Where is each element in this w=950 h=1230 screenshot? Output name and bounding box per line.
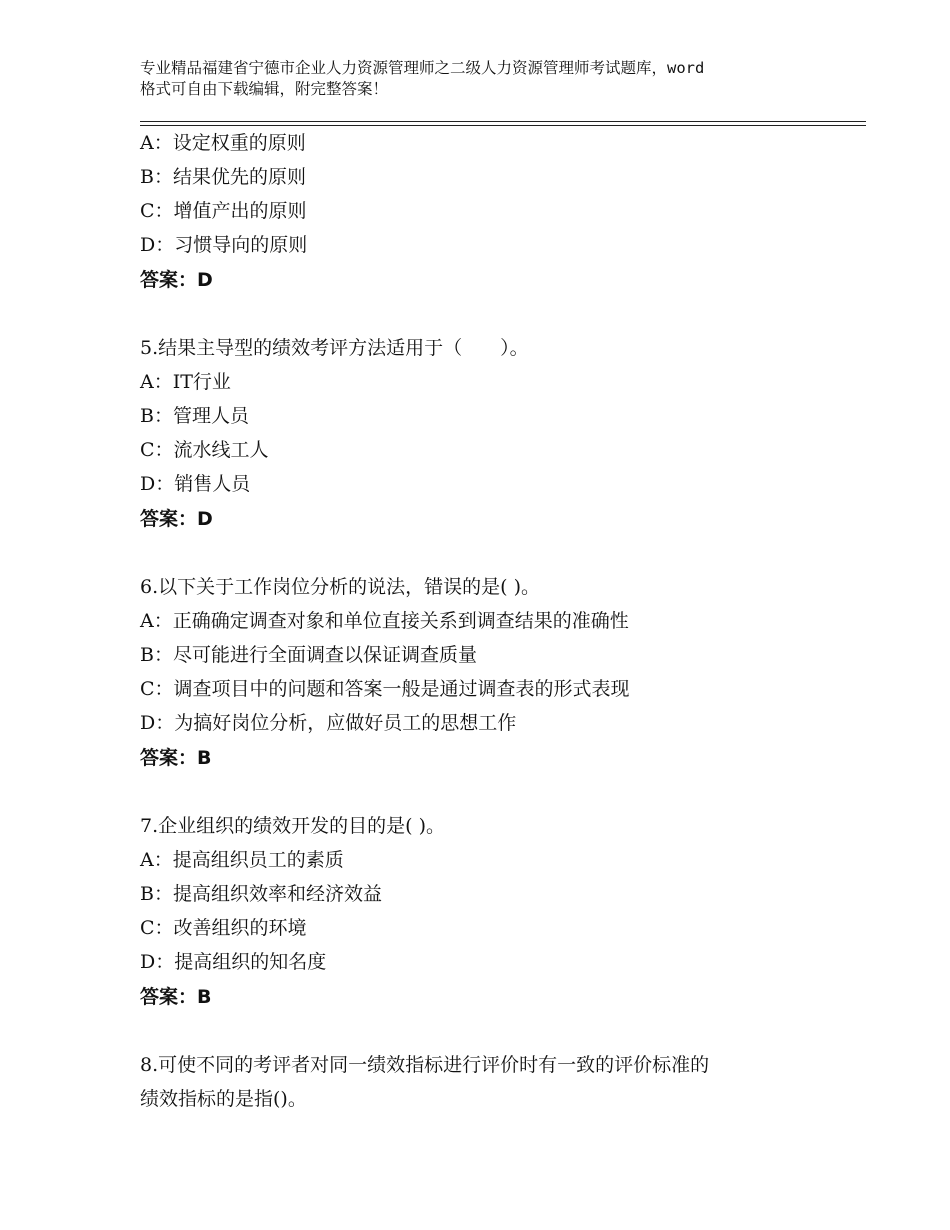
q5-option-a: A：IT行业 <box>140 371 231 393</box>
q5-option-c: C：流水线工人 <box>140 439 269 461</box>
q6-option-b: B：尽可能进行全面调查以保证调查质量 <box>140 644 477 666</box>
q6-option-c: C：调查项目中的问题和答案一般是通过调查表的形式表现 <box>140 678 630 700</box>
q8-question-line2: 绩效指标的是指()。 <box>140 1088 307 1110</box>
q6-option-a: A：正确确定调查对象和单位直接关系到调查结果的准确性 <box>140 610 629 632</box>
q5-option-b: B：管理人员 <box>140 405 249 427</box>
q4-answer: 答案：D <box>140 269 213 291</box>
q4-option-a: A：设定权重的原则 <box>140 132 306 154</box>
q7-option-c: C：改善组织的环境 <box>140 917 307 939</box>
q7-question: 7.企业组织的绩效开发的目的是( )。 <box>140 815 445 837</box>
q6-question: 6.以下关于工作岗位分析的说法，错误的是( )。 <box>140 576 540 598</box>
q5-question: 5.结果主导型的绩效考评方法适用于（ ）。 <box>140 337 529 359</box>
q6-answer: 答案：B <box>140 747 212 769</box>
q4-option-c: C：增值产出的原则 <box>140 200 307 222</box>
q6-option-d: D：为搞好岗位分析，应做好员工的思想工作 <box>140 712 517 734</box>
q5-option-d: D：销售人员 <box>140 473 251 495</box>
q7-option-b: B：提高组织效率和经济效益 <box>140 883 382 905</box>
q7-answer: 答案：B <box>140 986 212 1008</box>
header-divider-top <box>140 121 866 122</box>
header-title-line2: 格式可自由下载编辑，附完整答案！ <box>140 80 389 98</box>
q4-option-d: D：习惯导向的原则 <box>140 234 308 256</box>
q7-option-a: A：提高组织员工的素质 <box>140 849 344 871</box>
header-divider-bottom <box>140 125 866 126</box>
q5-answer: 答案：D <box>140 508 213 530</box>
q4-option-b: B：结果优先的原则 <box>140 166 306 188</box>
document-header <box>140 58 840 100</box>
header-title-line1: 专业精品福建省宁德市企业人力资源管理师之二级人力资源管理师考试题库，word <box>140 59 705 77</box>
q7-option-d: D：提高组织的知名度 <box>140 951 327 973</box>
q8-question-line1: 8.可使不同的考评者对同一绩效指标进行评价时有一致的评价标准的 <box>140 1054 710 1076</box>
